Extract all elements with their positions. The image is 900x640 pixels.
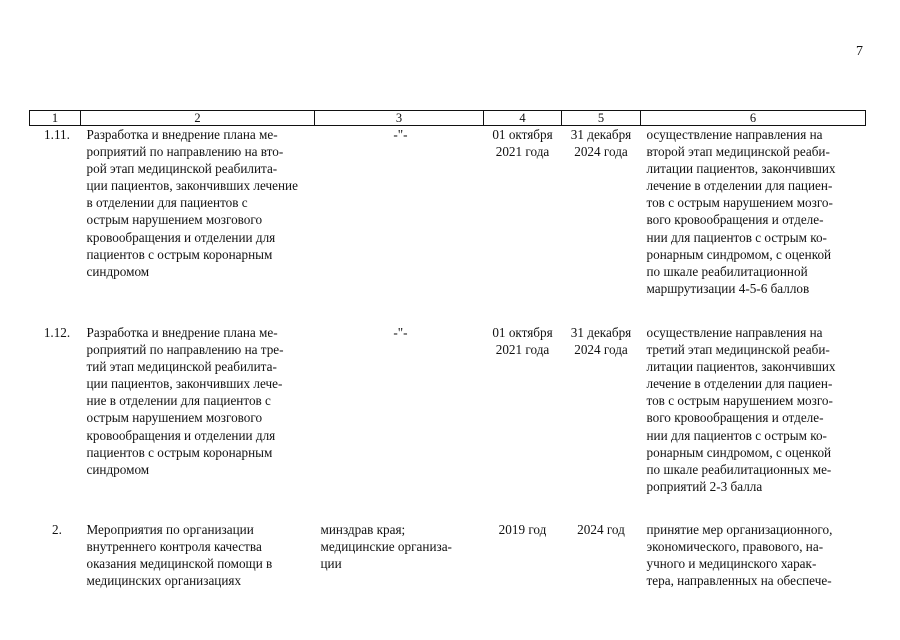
- event-description: Разработка и внедрение плана ме- роприятий по направлению на вто- рой этап медицинской реабилита- ции пациентов, закончивших лечение в отделении для пациентов с острым нарушением мозгового кровообращения и отделении для пациентов с острым коронарным синдромом: [86, 127, 298, 279]
- start-date: 01 октября 2021 года: [492, 127, 553, 160]
- expected-result: принятие мер организационного, экономического, правового, на- учного и медицинского харак- тера, направленных на обеспече-: [646, 521, 833, 589]
- end-date: 2024 год: [577, 521, 625, 537]
- start-date: 01 октября 2021 года: [492, 324, 553, 358]
- column-header: 5: [562, 111, 641, 126]
- page-number: 7: [856, 44, 863, 59]
- plan-table: [29, 110, 866, 589]
- row-spacer: [30, 495, 866, 521]
- column-header: 4: [484, 111, 562, 126]
- row-number: 2.: [52, 521, 62, 537]
- row-number: 1.11.: [44, 127, 70, 142]
- start-date: 2019 год: [498, 521, 547, 537]
- executor: -"-: [393, 127, 408, 142]
- end-date: 31 декабря 2024 года: [570, 324, 632, 358]
- column-header: 6: [641, 111, 866, 126]
- executor: -"-: [393, 324, 408, 340]
- expected-result: осуществление направления на второй этап медицинской реаби- литации пациентов, закончивших лечение в отделении для пациен- тов с острым нарушением мозго- вого кровообращения и отделе- нии для пациентов с острым ко- ронарным синдромом, с оценкой по шкале реабилитационной маршрутизации 4-5-6 баллов: [646, 127, 836, 296]
- table-row: [30, 324, 866, 495]
- table-row: [30, 126, 866, 297]
- column-header: 3: [315, 111, 484, 126]
- table-header-row: [30, 111, 866, 126]
- column-header: 1: [30, 111, 81, 126]
- event-description: Мероприятия по организации внутреннего контроля качества оказания медицинской помощи в медицинских организациях: [86, 521, 273, 589]
- end-date: 31 декабря 2024 года: [570, 127, 632, 160]
- event-description: Разработка и внедрение плана ме- роприятий по направлению на тре- тий этап медицинской реабилита- ции пациентов, закончивших лече- ние в отделении для пациентов с острым нарушением мозгового кровообращения и отделении для пациентов с острым коронарным синдромом: [86, 324, 284, 477]
- row-number: 1.12.: [43, 324, 71, 340]
- table-row: [30, 521, 866, 589]
- expected-result: осуществление направления на третий этап медицинской реаби- литации пациентов, закончивших лечение в отделении для пациен- тов с острым нарушением мозго- вого кровообращения и отделе- нии для пациентов с острым ко- ронарным синдромом, с оценкой по шкале реабилитационных ме- роприятий 2-3 балла: [646, 324, 836, 494]
- row-spacer: [30, 297, 866, 324]
- executor: минздрав края; медицинские организа- ции: [320, 521, 452, 572]
- column-header: 2: [81, 111, 315, 126]
